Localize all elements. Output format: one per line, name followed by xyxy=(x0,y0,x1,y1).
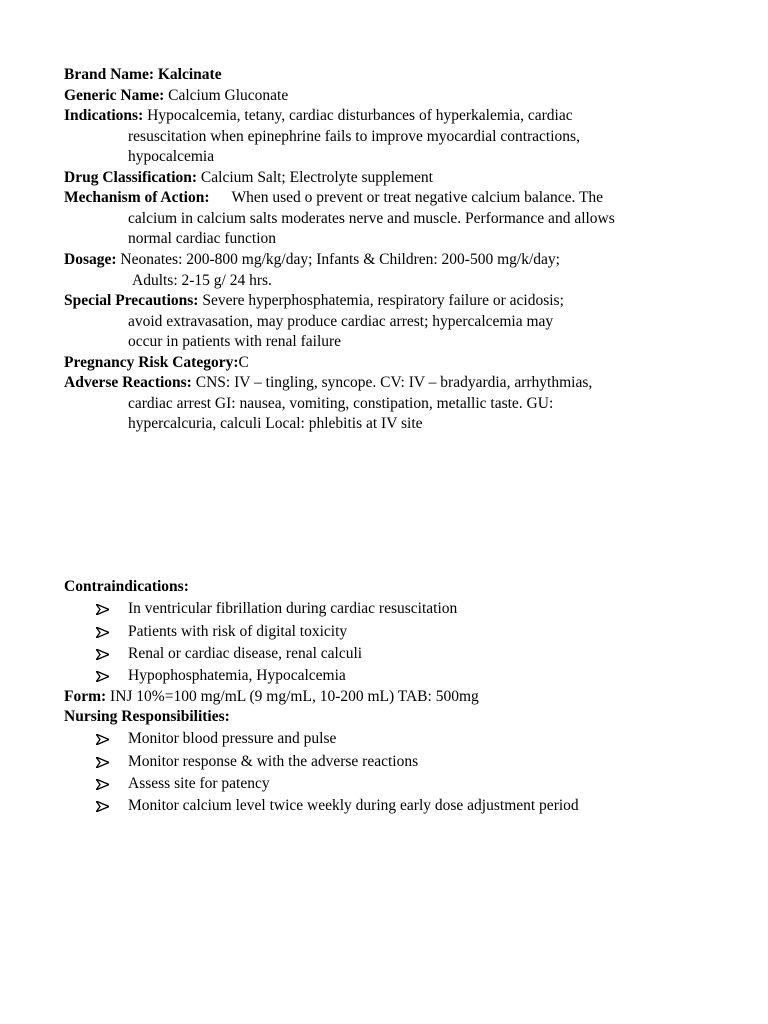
dosage-line-1 xyxy=(64,250,560,270)
adverse-text: CNS: IV – tingling, syncope. CV: IV – bradyardia, arrhythmias, xyxy=(191,374,593,391)
form-line xyxy=(64,687,479,707)
classification-value: Calcium Salt; Electrolyte supplement xyxy=(197,169,433,186)
precautions-label: Special Precautions: xyxy=(64,292,199,309)
mechanism-line-1 xyxy=(64,188,603,208)
contraindication-text: Renal or cardiac disease, renal calculi xyxy=(128,645,363,662)
form-label: Form: xyxy=(64,688,107,705)
precautions-line-2: avoid extravasation, may produce cardiac arrest; hypercalcemia may xyxy=(128,313,554,330)
brand-name-line xyxy=(64,65,222,85)
adverse-line-3: hypercalcuria, calculi Local: phlebitis at IV site xyxy=(128,415,423,432)
arrow-bullet-icon xyxy=(96,774,114,794)
indications-label: Indications: xyxy=(64,107,144,124)
arrow-bullet-icon xyxy=(96,729,114,749)
generic-name-label: Generic Name: xyxy=(64,87,165,104)
generic-name-value: Calcium Gluconate xyxy=(164,87,289,104)
brand-name-value: Kalcinate xyxy=(153,66,222,83)
form-value: INJ 10%=100 mg/mL (9 mg/mL, 10-200 mL) TAB: 500mg xyxy=(106,688,479,705)
contraindication-text: Patients with risk of digital toxicity xyxy=(128,623,348,640)
indications-text: Hypocalcemia, tetany, cardiac disturbances of hyperkalemia, cardiac xyxy=(143,107,573,124)
precautions-line-3: occur in patients with renal failure xyxy=(128,333,342,350)
arrow-bullet-icon xyxy=(96,752,114,772)
nursing-item-text: Monitor response & with the adverse reactions xyxy=(128,753,419,770)
arrow-bullet-icon xyxy=(96,622,114,642)
adverse-label: Adverse Reactions: xyxy=(64,374,192,391)
contraindications-heading: Contraindications: xyxy=(64,578,189,595)
nursing-item-text: Assess site for patency xyxy=(128,775,270,792)
arrow-bullet-icon xyxy=(96,796,114,816)
nursing-item-text: Monitor calcium level twice weekly during early dose adjustment period xyxy=(128,797,579,814)
contraindication-text: Hypophosphatemia, Hypocalcemia xyxy=(128,667,346,684)
pregnancy-label: Pregnancy Risk Category: xyxy=(64,354,239,371)
arrow-bullet-icon xyxy=(96,644,114,664)
contraindication-text: In ventricular fibrillation during cardiac resuscitation xyxy=(128,600,458,617)
mechanism-line-2: calcium in calcium salts moderates nerve and muscle. Performance and allows xyxy=(128,210,615,227)
pregnancy-value: C xyxy=(238,354,249,371)
dosage-label: Dosage: xyxy=(64,251,117,268)
precautions-text: Severe hyperphosphatemia, respiratory failure or acidosis; xyxy=(198,292,564,309)
pregnancy-line xyxy=(64,353,249,373)
dosage-line-2: Adults: 2-15 g/ 24 hrs. xyxy=(132,272,272,289)
arrow-bullet-icon xyxy=(96,599,114,619)
mechanism-label: Mechanism of Action: xyxy=(64,189,210,206)
indications-line-3: hypocalcemia xyxy=(128,148,215,165)
precautions-line-1 xyxy=(64,291,564,311)
mechanism-text: When used o prevent or treat negative calcium balance. The xyxy=(231,189,604,206)
nursing-heading: Nursing Responsibilities: xyxy=(64,708,230,725)
nursing-item-text: Monitor blood pressure and pulse xyxy=(128,730,337,747)
dosage-text: Neonates: 200-800 mg/kg/day; Infants & Children: 200-500 mg/k/day; xyxy=(116,251,560,268)
brand-name-label: Brand Name: xyxy=(64,66,154,83)
indications-line-2: resuscitation when epinephrine fails to improve myocardial contractions, xyxy=(128,128,580,145)
mechanism-line-3: normal cardiac function xyxy=(128,230,277,247)
adverse-line-1 xyxy=(64,373,592,393)
generic-name-line xyxy=(64,86,288,106)
classification-label: Drug Classification: xyxy=(64,169,198,186)
indications-line-1 xyxy=(64,106,573,126)
classification-line xyxy=(64,168,433,188)
adverse-line-2: cardiac arrest GI: nausea, vomiting, constipation, metallic taste. GU: xyxy=(128,395,554,412)
arrow-bullet-icon xyxy=(96,666,114,686)
